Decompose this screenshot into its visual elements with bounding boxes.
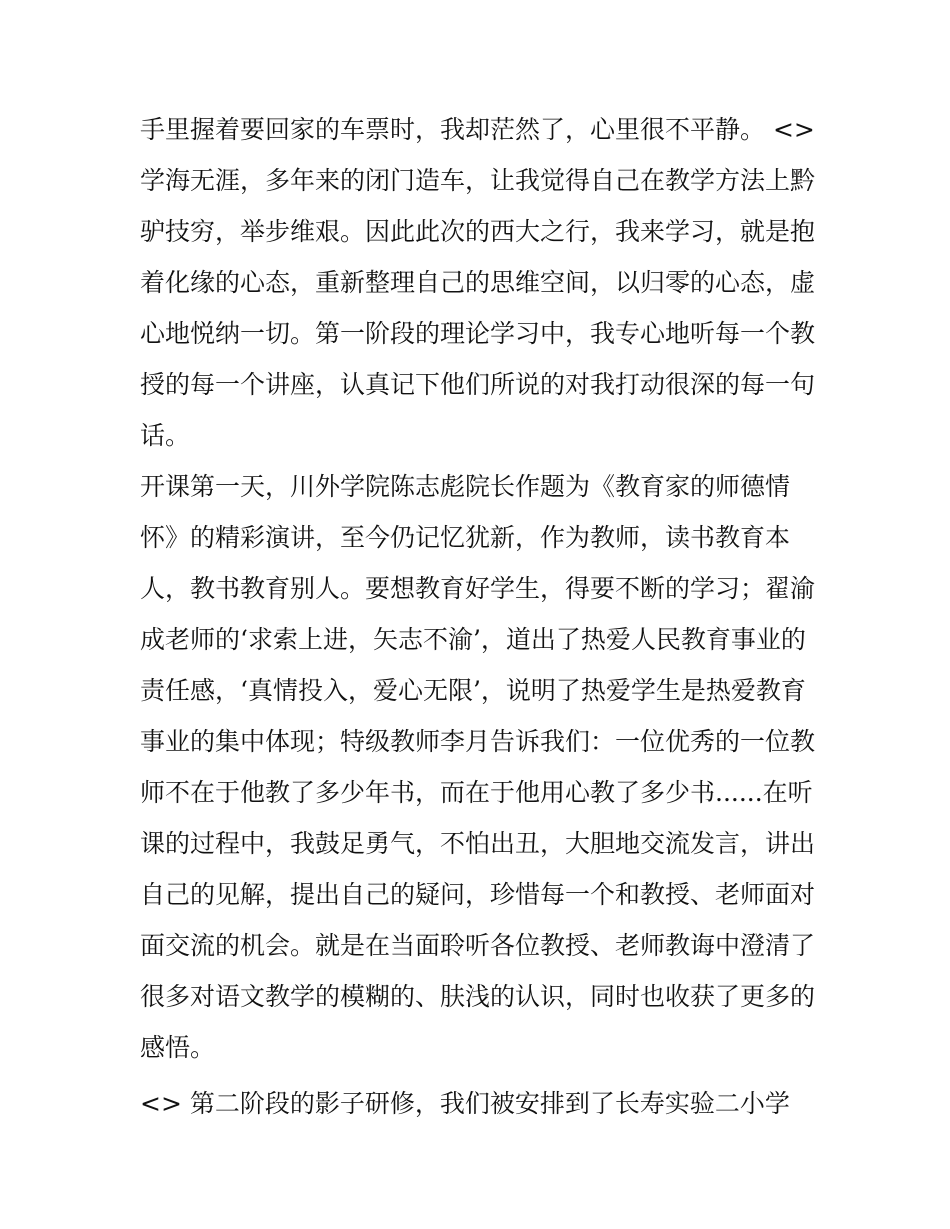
text-line: 话。 (140, 421, 191, 450)
text-line: 心地悦纳一切。第一阶段的理论学习中，我专心地听每一个教 (140, 319, 816, 348)
text-line: 师不在于他教了多少年书，而在于他用心教了多少书......在听 (140, 778, 813, 807)
text-line: 开课第一天，川外学院陈志彪院长作题为《教育家的师德情 (140, 472, 791, 501)
text-line: 授的每一个讲座，认真记下他们所说的对我打动很深的每一句 (140, 370, 816, 399)
text-line: 感悟。 (140, 1033, 216, 1062)
text-line: 课的过程中，我鼓足勇气，不怕出丑，大胆地交流发言，讲出 (140, 829, 816, 858)
text-line: 事业的集中体现；特级教师李月告诉我们：一位优秀的一位教 (140, 727, 816, 756)
text-line: 学海无涯，多年来的闭门造车，让我觉得自己在教学方法上黔 (140, 166, 816, 195)
text-line: 怀》的精彩演讲，至今仍记忆犹新，作为教师，读书教育本 (140, 523, 791, 552)
text-line: <> 第二阶段的影子研修，我们被安排到了长寿实验二小学 (140, 1089, 790, 1118)
text-line: 着化缘的心态，重新整理自己的思维空间，以归零的心态，虚 (140, 268, 816, 297)
text-line: 手里握着要回家的车票时，我却茫然了，心里很不平静。 <> (140, 115, 815, 144)
text-line: 成老师的‘求索上进，矢志不渝’，道出了热爱人民教育事业的 (140, 625, 806, 654)
text-line: 人，教书教育别人。要想教育好学生，得要不断的学习；翟渝 (140, 574, 816, 603)
text-line: 面交流的机会。就是在当面聆听各位教授、老师教诲中澄清了 (140, 931, 816, 960)
text-line: 自己的见解，提出自己的疑问，珍惜每一个和教授、老师面对 (140, 880, 816, 909)
text-line: 驴技穷，举步维艰。因此此次的西大之行，我来学习，就是抱 (140, 217, 816, 246)
body-text (140, 104, 820, 1129)
text-line: 责任感，‘真情投入，爱心无限’，说明了热爱学生是热爱教育 (140, 676, 806, 705)
text-line: 很多对语文教学的模糊的、肤浅的认识，同时也收获了更多的 (140, 982, 816, 1011)
